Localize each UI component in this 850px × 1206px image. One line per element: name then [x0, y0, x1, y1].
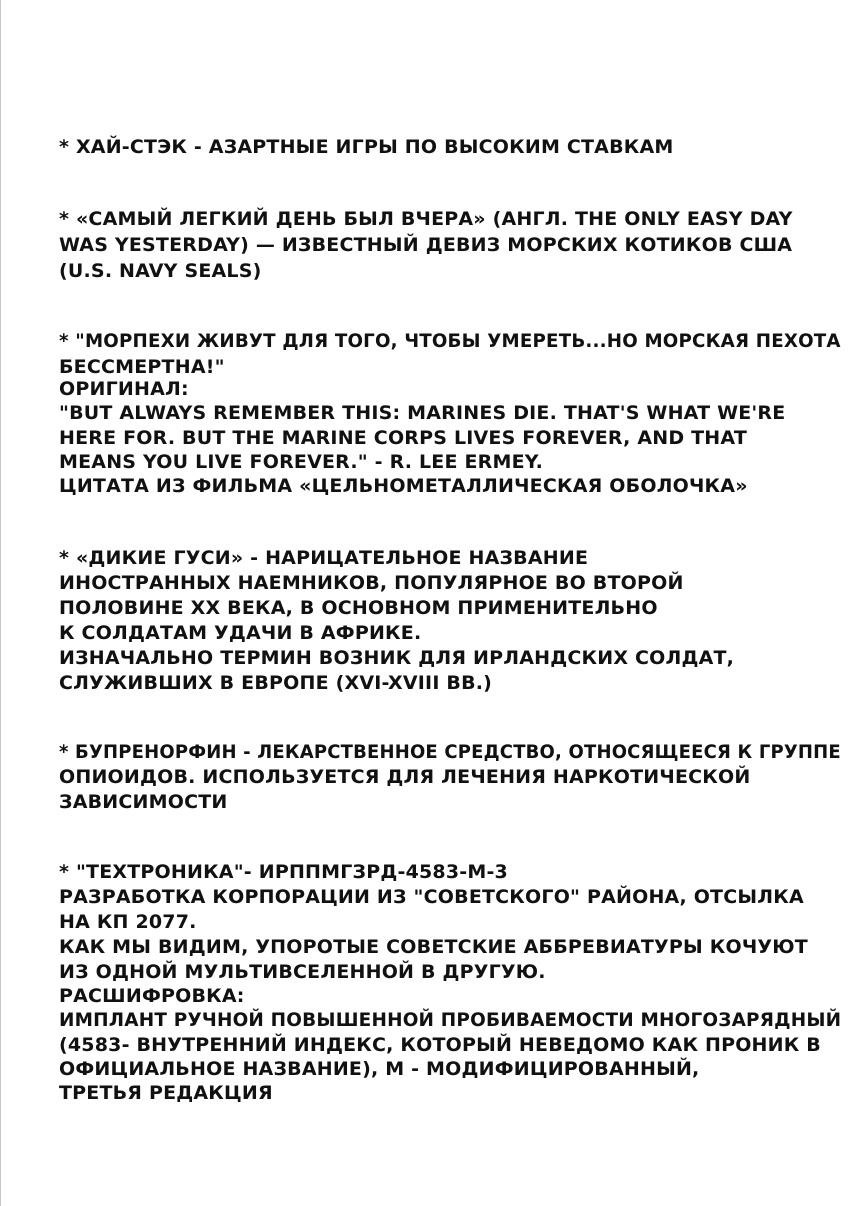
note-line: WAS YESTERDAY) — ИЗВЕСТНЫЙ ДЕВИЗ МОРСКИХ КОТИКОВ США — [59, 234, 793, 256]
note-line: * "ТЕХТРОНИКА"- ИРППМГЗРД-4583-М-3 — [59, 861, 508, 883]
note-line: ИМПЛАНТ РУЧНОЙ ПОВЫШЕННОЙ ПРОБИВАЕМОСТИ МНОГОЗАРЯДНЫЙ — [59, 1009, 842, 1031]
note-line: ЦИТАТА ИЗ ФИЛЬМА «ЦЕЛЬНОМЕТАЛЛИЧЕСКАЯ ОБОЛОЧКА» — [59, 475, 748, 497]
note-line: * ХАЙ-СТЭК - АЗАРТНЫЕ ИГРЫ ПО ВЫСОКИМ СТАВКАМ — [59, 136, 674, 158]
note-line: ИЗНАЧАЛЬНО ТЕРМИН ВОЗНИК ДЛЯ ИРЛАНДСКИХ СОЛДАТ, — [59, 647, 735, 669]
note-line: РАЗРАБОТКА КОРПОРАЦИИ ИЗ "СОВЕТСКОГО" РАЙОНА, ОТСЫЛКА — [59, 886, 804, 908]
note-line: MEANS YOU LIVE FOREVER." - R. LEE ERMEY. — [59, 451, 544, 473]
note-line: ИЗ ОДНОЙ МУЛЬТИВСЕЛЕННОЙ В ДРУГУЮ. — [59, 961, 546, 983]
note-line: * «САМЫЙ ЛЕГКИЙ ДЕНЬ БЫЛ ВЧЕРА» (АНГЛ. THE ONLY EASY DAY — [59, 208, 793, 230]
note-line: БЕССМЕРТНА!" — [59, 356, 225, 378]
note-line: ТРЕТЬЯ РЕДАКЦИЯ — [59, 1082, 273, 1104]
note-line: * "МОРПЕХИ ЖИВУТ ДЛЯ ТОГО, ЧТОБЫ УМЕРЕТЬ...НО МОРСКАЯ ПЕХОТА — [59, 330, 841, 352]
note-line: КАК МЫ ВИДИМ, УПОРОТЫЕ СОВЕТСКИЕ АББРЕВИАТУРЫ КОЧУЮТ — [59, 936, 808, 958]
note-line: ИНОСТРАННЫХ НАЕМНИКОВ, ПОПУЛЯРНОЕ ВО ВТОРОЙ — [59, 572, 684, 594]
note-line: РАСШИФРОВКА: — [59, 985, 245, 1007]
note-line: ОФИЦИАЛЬНОЕ НАЗВАНИЕ), М - МОДИФИЦИРОВАННЫЙ, — [59, 1058, 700, 1080]
note-line: * «ДИКИЕ ГУСИ» - НАРИЦАТЕЛЬНОЕ НАЗВАНИЕ — [59, 547, 589, 569]
note-line: СЛУЖИВШИХ В ЕВРОПЕ (XVI-XVIII ВВ.) — [59, 672, 493, 694]
note-line: (4583- ВНУТРЕННИЙ ИНДЕКС, КОТОРЫЙ НЕВЕДОМО КАК ПРОНИК В — [59, 1034, 821, 1056]
note-line: ОРИГИНАЛ: — [59, 378, 189, 400]
note-line: К СОЛДАТАМ УДАЧИ В АФРИКЕ. — [59, 622, 422, 644]
note-line: * БУПРЕНОРФИН - ЛЕКАРСТВЕННОЕ СРЕДСТВО, ОТНОСЯЩЕЕСЯ К ГРУППЕ — [59, 741, 841, 763]
note-line: "BUT ALWAYS REMEMBER THIS: MARINES DIE. THAT'S WHAT WE'RE — [59, 402, 786, 424]
note-line: НА КП 2077. — [59, 911, 197, 933]
note-line: (U.S. NAVY SEALS) — [59, 260, 262, 282]
note-line: ПОЛОВИНЕ XX ВЕКА, В ОСНОВНОМ ПРИМЕНИТЕЛЬНО — [59, 597, 658, 619]
note-line: HERE FOR. BUT THE MARINE CORPS LIVES FOREVER, AND THAT — [59, 427, 747, 449]
note-line: ОПИОИДОВ. ИСПОЛЬЗУЕТСЯ ДЛЯ ЛЕЧЕНИЯ НАРКОТИЧЕСКОЙ — [59, 766, 751, 788]
note-line: ЗАВИСИМОСТИ — [59, 791, 228, 813]
